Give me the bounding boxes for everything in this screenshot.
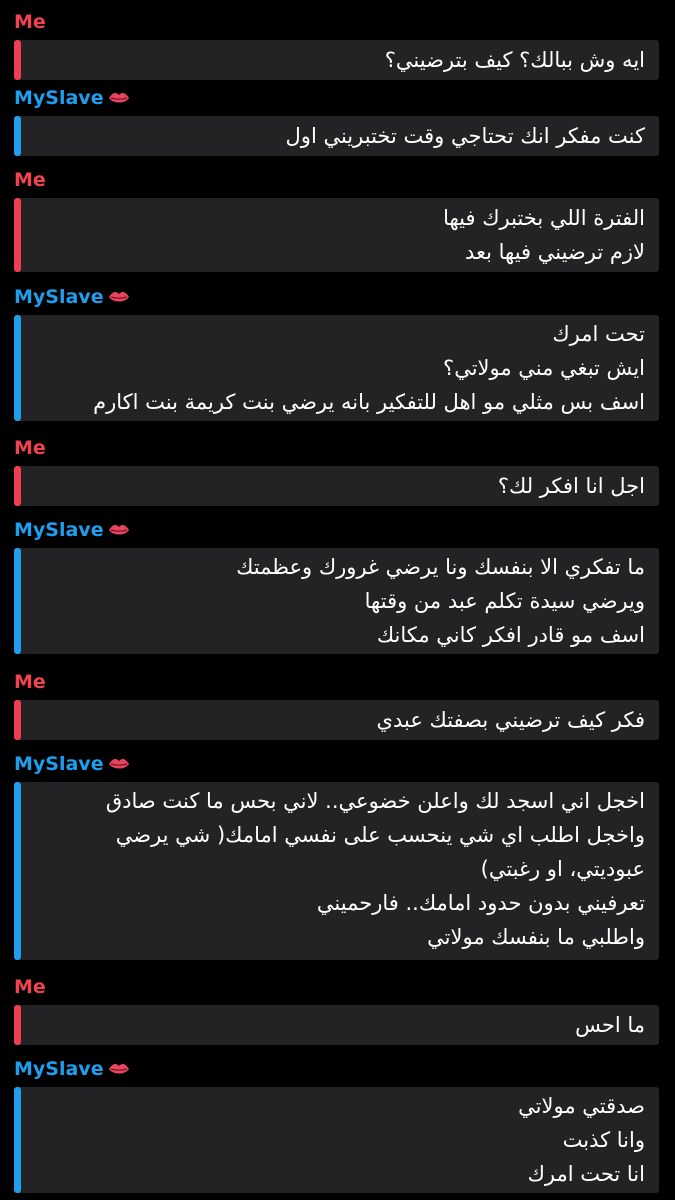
sender-color-bar [14,116,21,156]
lips-emoji-icon [108,523,130,537]
sender-name: Me [14,169,46,191]
message-text: فكر كيف ترضيني بصفتك عبدي [376,708,645,732]
lips-emoji-icon [108,757,130,771]
message-bubble[interactable] [14,198,659,272]
message-text: ما تفكري الا بنفسك ونا يرضي غرورك وعظمتك ويرضي سيدة تكلم عبد من وقتها اسف مو قادر افكر كاني مكانك [236,555,645,647]
message-bubble[interactable] [14,700,659,740]
sender-name: Me [14,11,46,33]
sender-color-bar [14,40,21,80]
sender-name: Me [14,671,46,693]
message-bubble[interactable] [14,466,659,506]
message-text: ايه وش ببالك؟ كيف بترضيني؟ [384,48,645,72]
message-text: الفترة اللي بختبرك فيها لازم ترضيني فيها بعد [443,206,645,264]
message-text: كنت مفكر انك تحتاجي وقت تختبريني اول [285,124,645,148]
sender-color-bar [14,315,21,421]
lips-emoji-icon [108,1062,130,1076]
message-text: اخجل اني اسجد لك واعلن خضوعي.. لاني بحس ما كنت صادق واخجل اطلب اي شي ينحسب على نفسي امامك( شي يرضي عبوديتي، او رغبتي) تعرفيني بدون حدود امامك.. فارحميني واطلبي ما بنفسك مولاتي [105,789,645,949]
sender-color-bar [14,548,21,654]
sender-name: Me [14,437,46,459]
message-bubble[interactable] [14,1005,659,1045]
lips-emoji-icon [108,91,130,105]
sender-name: MySlave [14,84,130,112]
message-bubble[interactable] [14,40,659,80]
sender-name: MySlave [14,283,130,311]
sender-name: Me [14,976,46,998]
sender-color-bar [14,700,21,740]
message-text: ما احس [575,1013,645,1037]
sender-color-bar [14,466,21,506]
sender-name: MySlave [14,1055,130,1083]
message-bubble[interactable] [14,315,659,421]
message-bubble[interactable] [14,782,659,960]
message-text: تحت امرك ايش تبغي مني مولاتي؟ اسف بس مثلي مو اهل للتفكير بانه يرضي بنت كريمة بنت اكارم [93,322,645,414]
message-text: اجل انا افكر لك؟ [497,474,645,498]
lips-emoji-icon [108,290,130,304]
message-bubble[interactable] [14,116,659,156]
sender-name: MySlave [14,750,130,778]
sender-color-bar [14,1087,21,1193]
message-bubble[interactable] [14,548,659,654]
sender-color-bar [14,198,21,272]
sender-color-bar [14,1005,21,1045]
message-bubble[interactable] [14,1087,659,1193]
sender-color-bar [14,782,21,960]
sender-name: MySlave [14,516,130,544]
message-text: صدقتي مولاتي وانا كذبت انا تحت امرك [518,1094,645,1186]
